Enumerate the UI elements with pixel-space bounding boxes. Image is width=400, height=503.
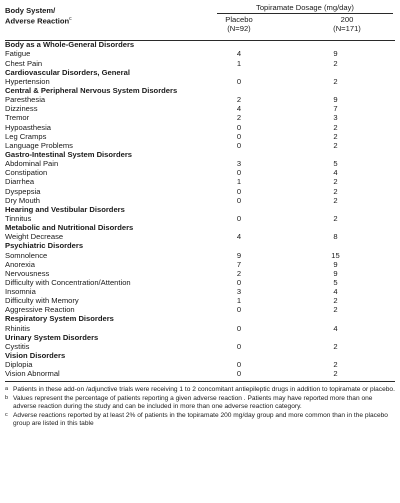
dose-200-value: 5 <box>333 277 338 287</box>
table-row <box>5 114 395 123</box>
dose-200-value: 2 <box>333 140 338 150</box>
footnotes <box>5 386 395 428</box>
placebo-value: 0 <box>236 76 242 86</box>
placebo-value: 0 <box>236 360 242 370</box>
placebo-label: Placebo <box>225 15 253 24</box>
dose-200-value: 2 <box>333 305 338 315</box>
dose-200-value: 2 <box>333 296 338 306</box>
footnote-text: Values represent the percentage of patients reporting a given adverse reaction . Patients may have reported more than one adverse reaction during the study and can be included in more than one adverse reaction category. <box>13 395 373 411</box>
placebo-value: 0 <box>236 186 242 196</box>
placebo-value: 1 <box>236 296 242 306</box>
column-title <box>5 6 72 26</box>
dose-200-value: 2 <box>333 341 338 351</box>
adverse-reaction-name: Dizziness <box>5 104 38 114</box>
placebo-n: (N=92) <box>227 24 251 33</box>
adverse-reaction-name: Abdominal Pain <box>5 159 59 169</box>
placebo-value: 1 <box>236 58 242 68</box>
adverse-reaction-name: Fatigue <box>5 49 31 59</box>
adverse-reaction-name: Chest Pain <box>5 58 43 68</box>
adverse-reaction-name: Dry Mouth <box>5 195 41 205</box>
body-system-name: Psychiatric Disorders <box>5 241 84 251</box>
dose-200-value: 2 <box>333 195 338 205</box>
dose-200-value: 2 <box>333 186 338 196</box>
footnote-text: Adverse reactions reported by at least 2% of patients in the topiramate 200 mg/day group and more common than in the placebo group are listed in this table <box>13 412 388 428</box>
adverse-reaction-name: Hypertension <box>5 76 50 86</box>
adverse-reaction-name: Insomnia <box>5 287 36 297</box>
placebo-value: 3 <box>236 287 242 297</box>
placebo-value: 0 <box>236 131 242 141</box>
footnote-marker: c <box>5 412 8 419</box>
placebo-value: 0 <box>236 305 242 315</box>
adverse-reaction-name: Paresthesia <box>5 95 46 105</box>
adverse-reaction-name: Weight Decrease <box>5 232 64 242</box>
placebo-column-header <box>194 15 284 33</box>
placebo-value: 0 <box>236 277 242 287</box>
adverse-reaction-name: Leg Cramps <box>5 131 47 141</box>
dose-200-value: 9 <box>333 49 338 59</box>
adverse-reaction-name: Anorexia <box>5 259 35 269</box>
dose-200-value: 2 <box>333 131 338 141</box>
adverse-reaction-name: Language Problems <box>5 140 73 150</box>
adverse-reaction-name: Hypoasthesia <box>5 122 52 132</box>
dose-200-value: 5 <box>333 159 338 169</box>
table-row <box>5 370 395 379</box>
footnote-b <box>5 395 395 411</box>
dose-200-value: 4 <box>333 168 338 178</box>
body-system-name: Vision Disorders <box>5 351 66 361</box>
dose-200-value: 9 <box>333 259 338 269</box>
adverse-reaction-name: Diarrhea <box>5 177 35 187</box>
body-system-name: Cardiovascular Disorders, General <box>5 67 130 77</box>
adverse-reaction-name: Aggressive Reaction <box>5 305 75 315</box>
adverse-reaction-name: Difficulty with Concentration/Attention <box>5 277 131 287</box>
footnote-c <box>5 412 395 428</box>
adverse-reaction-name: Somnolence <box>5 250 48 260</box>
adverse-reaction-name: Vision Abnormal <box>5 369 60 379</box>
body-system-name: Central & Peripheral Nervous System Disorders <box>5 85 178 95</box>
adverse-reaction-name: Tremor <box>5 113 30 123</box>
placebo-value: 9 <box>236 250 242 260</box>
column-title-line1: Body System/ <box>5 6 56 15</box>
placebo-value: 4 <box>236 104 242 114</box>
dose-200-value: 4 <box>333 287 338 297</box>
table-header <box>5 3 395 41</box>
footnote-marker: a <box>5 386 9 393</box>
placebo-value: 0 <box>236 195 242 205</box>
column-title-line2: Adverse Reaction <box>5 16 70 26</box>
placebo-value: 0 <box>236 341 242 351</box>
table-row <box>5 178 395 187</box>
adverse-reaction-table <box>5 41 395 379</box>
adverse-reaction-name: Cystitis <box>5 341 30 351</box>
dose-200-value: 2 <box>333 58 338 68</box>
dose-200-value: 9 <box>333 268 338 278</box>
dose-200-value: 2 <box>333 122 338 132</box>
body-system-name: Metabolic and Nutritional Disorders <box>5 223 134 233</box>
placebo-value: 2 <box>236 95 242 105</box>
footnote-text: Patients in these add-on /adjunctive trials were receiving 1 to 2 concomitant antiepileptic drugs in addition to topiramate or placebo. <box>13 386 395 394</box>
placebo-value: 0 <box>236 140 242 150</box>
placebo-value: 2 <box>236 113 242 123</box>
table-row <box>5 50 395 59</box>
placebo-value: 4 <box>236 232 242 242</box>
group-title-rule <box>217 13 393 14</box>
placebo-value: 0 <box>236 122 242 132</box>
body-system-name: Urinary System Disorders <box>5 332 99 342</box>
dose-200-value: 2 <box>333 213 338 223</box>
section-header-row <box>5 315 395 324</box>
dose-200-value: 2 <box>333 76 338 86</box>
placebo-value: 1 <box>236 177 242 187</box>
adverse-reaction-name: Nervousness <box>5 268 50 278</box>
dose-200-value: 7 <box>333 104 338 114</box>
footnote-marker: b <box>5 395 9 402</box>
dose-200-value: 2 <box>333 369 338 379</box>
placebo-value: 0 <box>236 323 242 333</box>
adverse-reaction-name: Rhinitis <box>5 323 30 333</box>
placebo-value: 0 <box>236 369 242 379</box>
placebo-value: 3 <box>236 159 242 169</box>
body-system-name: Hearing and Vestibular Disorders <box>5 204 125 214</box>
dose-200-column-header <box>302 15 392 33</box>
adverse-reaction-name: Constipation <box>5 168 48 178</box>
dose-200-value: 4 <box>333 323 338 333</box>
dosage-group-title: Topiramate Dosage (mg/day) <box>256 3 354 12</box>
footnote-a <box>5 386 395 394</box>
dose-label: 200 <box>340 15 354 24</box>
body-system-name: Body as a Whole-General Disorders <box>5 40 135 50</box>
dose-200-value: 3 <box>333 113 338 123</box>
placebo-value: 4 <box>236 49 242 59</box>
adverse-reaction-name: Tinnitus <box>5 213 32 223</box>
dose-200-value: 2 <box>333 177 338 187</box>
adverse-reaction-name: Diplopia <box>5 360 33 370</box>
table-row <box>5 251 395 260</box>
column-title-footnote-mark: c <box>69 16 72 22</box>
body-system-name: Gastro-Intestinal System Disorders <box>5 149 133 159</box>
adverse-reaction-name: Dyspepsia <box>5 186 41 196</box>
placebo-value: 2 <box>236 268 242 278</box>
placebo-value: 7 <box>236 259 242 269</box>
dose-n: (N=171) <box>333 24 361 33</box>
placebo-value: 0 <box>236 168 242 178</box>
section-header-row <box>5 242 395 251</box>
footnote-separator <box>5 381 395 382</box>
dose-200-value: 8 <box>333 232 338 242</box>
adverse-reaction-name: Difficulty with Memory <box>5 296 79 306</box>
placebo-value: 0 <box>236 213 242 223</box>
dose-200-value: 9 <box>333 95 338 105</box>
dose-200-value: 15 <box>331 250 340 260</box>
dose-200-value: 2 <box>333 360 338 370</box>
body-system-name: Respiratory System Disorders <box>5 314 114 324</box>
